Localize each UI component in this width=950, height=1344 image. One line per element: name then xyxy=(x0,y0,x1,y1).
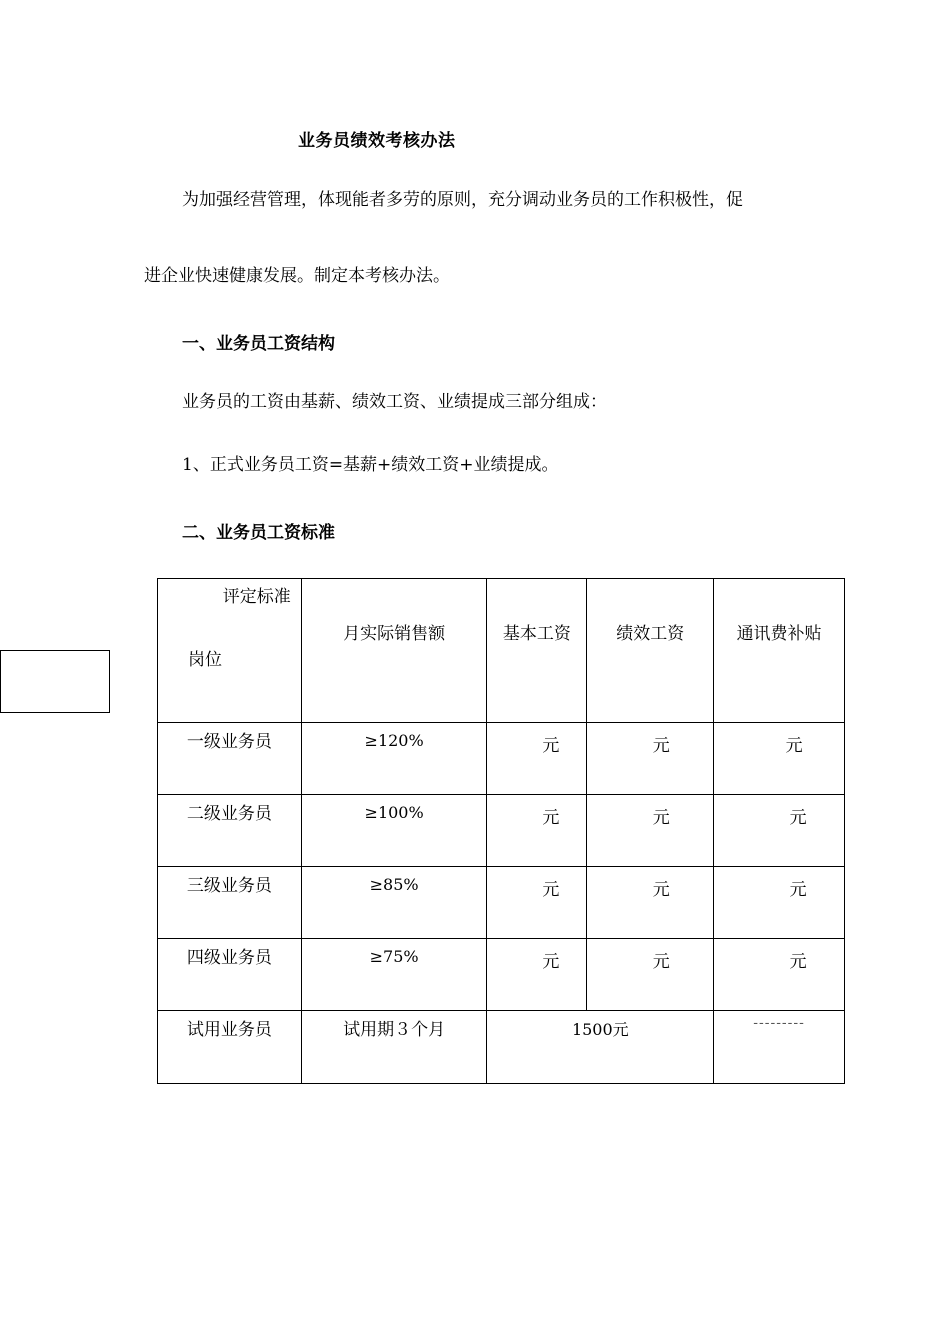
intro-paragraph-line2: 进企业快速健康发展。制定本考核办法。 xyxy=(144,266,450,286)
table-row-trial xyxy=(158,1011,845,1084)
row-base: 元 xyxy=(542,880,560,900)
row-base: 元 xyxy=(542,736,560,756)
section1-item1: 1、正式业务员工资=基薪+绩效工资+业绩提成。 xyxy=(182,455,559,475)
section1-heading: 一、业务员工资结构 xyxy=(182,334,335,354)
row-perf: 元 xyxy=(652,736,670,756)
row-comm: 元 xyxy=(785,736,803,756)
header-cell xyxy=(487,579,587,723)
header-cell xyxy=(714,579,845,723)
row-level: 一级业务员 xyxy=(186,732,272,752)
trial-comm: --------- xyxy=(753,1015,805,1031)
row-comm: 元 xyxy=(789,880,807,900)
row-sales: ≥100% xyxy=(364,803,424,822)
table-header-row xyxy=(158,579,845,723)
table-row xyxy=(158,939,845,1011)
header-communication-allowance: 通讯费补贴 xyxy=(736,624,822,644)
table-row xyxy=(158,867,845,939)
header-cell xyxy=(587,579,714,723)
row-level: 二级业务员 xyxy=(186,804,272,824)
trial-period: 试用期３个月 xyxy=(343,1020,446,1040)
trial-level: 试用业务员 xyxy=(186,1020,272,1040)
intro-paragraph-line1: 为加强经营管理，体现能者多劳的原则，充分调动业务员的工作积极性，促 xyxy=(182,190,743,210)
header-cell xyxy=(301,579,487,723)
header-performance-salary: 绩效工资 xyxy=(616,624,685,644)
header-sales: 月实际销售额 xyxy=(343,624,446,644)
row-sales: ≥120% xyxy=(364,731,424,750)
row-level: 三级业务员 xyxy=(186,876,272,896)
row-sales: ≥85% xyxy=(369,875,419,894)
header-base-salary: 基本工资 xyxy=(502,624,571,644)
row-base: 元 xyxy=(542,808,560,828)
row-perf: 元 xyxy=(652,880,670,900)
corner-header-position: 岗位 xyxy=(188,650,222,670)
document-title: 业务员绩效考核办法 xyxy=(298,131,456,151)
table-row xyxy=(158,795,845,867)
corner-header-criteria: 评定标准 xyxy=(222,587,291,607)
trial-wage: 1500元 xyxy=(571,1020,629,1039)
row-comm: 元 xyxy=(789,808,807,828)
row-comm: 元 xyxy=(789,952,807,972)
row-sales: ≥75% xyxy=(369,947,419,966)
salary-standard-table xyxy=(157,578,845,1084)
row-perf: 元 xyxy=(652,808,670,828)
table-row xyxy=(158,723,845,795)
row-base: 元 xyxy=(542,952,560,972)
row-level: 四级业务员 xyxy=(186,948,272,968)
section2-heading: 二、业务员工资标准 xyxy=(182,523,335,543)
margin-box xyxy=(0,650,110,713)
corner-header-cell xyxy=(158,579,302,723)
section1-text: 业务员的工资由基薪、绩效工资、业绩提成三部分组成： xyxy=(182,392,607,412)
row-perf: 元 xyxy=(652,952,670,972)
